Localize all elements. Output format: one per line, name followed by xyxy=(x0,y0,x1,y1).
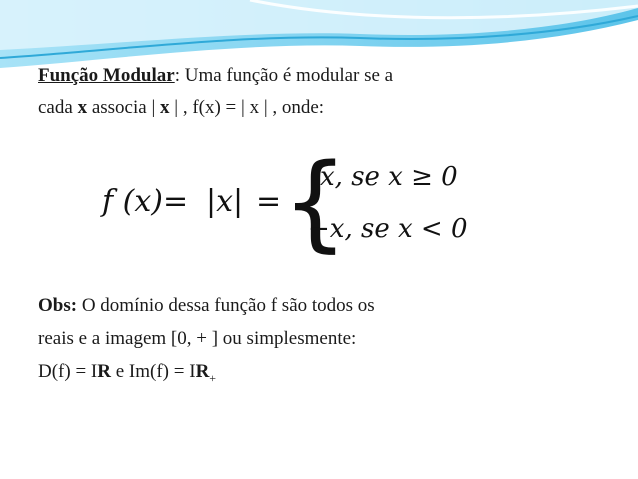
reals-symbol: R xyxy=(97,361,111,382)
definition-title: Função Modular xyxy=(38,65,175,86)
abs-bar: | xyxy=(151,97,156,118)
obs-text-1: O domínio dessa função f são todos os xyxy=(77,295,375,316)
definition-text-1: : Uma função é modular se a xyxy=(174,65,394,86)
brace: { xyxy=(282,141,349,263)
reals-symbol: R xyxy=(195,361,210,382)
text-fragment: cada xyxy=(38,97,78,118)
definition-line-2 xyxy=(38,96,324,120)
modulus-formula xyxy=(102,141,507,263)
plus-subscript: + xyxy=(209,370,217,385)
text-fragment: , f(x) = | x | , onde: xyxy=(178,97,325,118)
image-text: e Im(f) = I xyxy=(110,361,196,382)
formula-equals: = xyxy=(256,184,282,219)
text-fragment: associa xyxy=(87,97,152,118)
abs-x: x xyxy=(155,97,175,118)
obs-line-3 xyxy=(38,360,216,390)
obs-line-2 xyxy=(38,327,356,351)
obs-label: Obs: xyxy=(38,295,78,316)
definition-line-1 xyxy=(38,64,393,88)
obs-line-1 xyxy=(38,294,375,318)
domain-text: D(f) = I xyxy=(38,361,98,382)
obs-text-2: reais e a imagem [0, + ] ou simplesmente: xyxy=(38,328,357,349)
formula-lhs: f (x)= xyxy=(102,184,189,219)
formula-abs: |x| xyxy=(206,184,244,219)
decorative-wave-banner xyxy=(0,0,638,70)
variable-x: x xyxy=(77,97,88,118)
formula-case-1: x, se x ≥ 0 xyxy=(320,162,458,192)
formula-case-2: −x, se x < 0 xyxy=(308,214,468,244)
abs-bar: | xyxy=(174,97,179,118)
